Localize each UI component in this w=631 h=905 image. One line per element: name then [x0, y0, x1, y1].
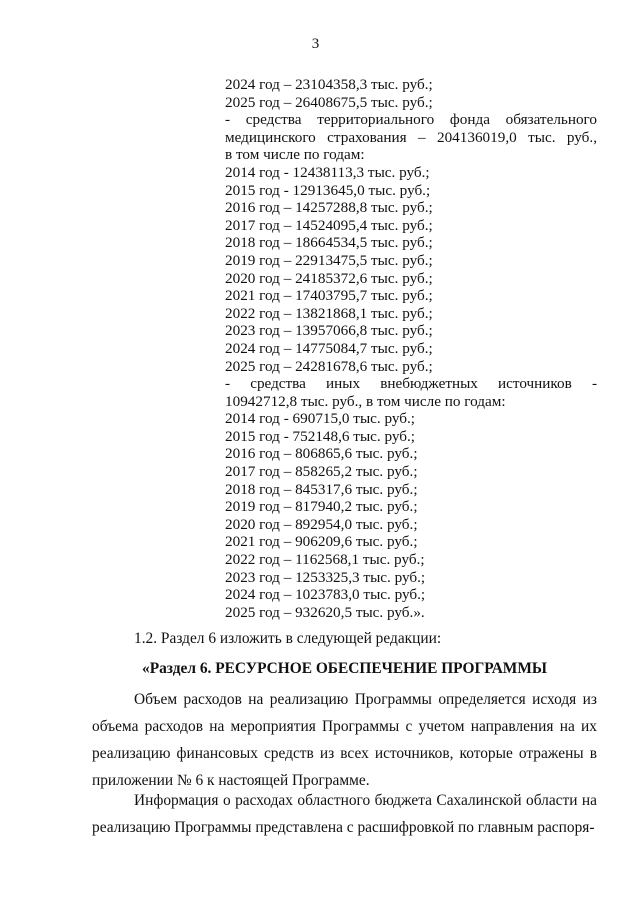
other-year-line: 2018 год – 845317,6 тыс. руб.; [225, 480, 418, 498]
tfoms-year-line: 2023 год – 13957066,8 тыс. руб.; [225, 322, 433, 340]
paragraph-expenditure-volume: Объем расходов на реализацию Программы определяется исходя из объема расходов на мероприятия Программы с учетом направления на их реализацию финансовых средств из всех источников, которые отражены в приложении № 6 к настоящей Программе. [92, 691, 597, 789]
tfoms-year-line: 2021 год – 17403795,7 тыс. руб.; [225, 287, 433, 305]
tfoms-year-line: 2015 год - 12913645,0 тыс. руб.; [225, 181, 431, 199]
other-year-line: 2024 год – 1023783,0 тыс. руб.; [225, 586, 426, 604]
other-source-line: 10942712,8 тыс. руб., в том числе по годам: [225, 392, 506, 410]
other-year-line: 2014 год - 690715,0 тыс. руб.; [225, 410, 416, 428]
tfoms-year-line: 2020 год – 24185372,6 тыс. руб.; [225, 269, 433, 287]
other-year-line: 2016 год – 806865,6 тыс. руб.; [225, 445, 418, 463]
page-number: 3 [311, 36, 320, 52]
tfoms-year-line: 2016 год – 14257288,8 тыс. руб.; [225, 199, 433, 217]
tfoms-source-line: в том числе по годам: [225, 146, 365, 164]
other-year-line: 2022 год – 1162568,1 тыс. руб.; [225, 551, 425, 569]
tfoms-source-line: - средства территориального фонда обязательного [225, 111, 597, 129]
other-year-line: 2025 год – 932620,5 тыс. руб.». [225, 603, 425, 621]
section-heading: «Раздел 6. РЕСУРСНОЕ ОБЕСПЕЧЕНИЕ ПРОГРАММЫ [142, 660, 547, 677]
tfoms-year-line: 2022 год – 13821868,1 тыс. руб.; [225, 304, 433, 322]
paragraph-budget-info: Информация о расходах областного бюджета Сахалинской области на реализацию Программы представлена с расшифровкой по главным распоря- [92, 792, 597, 836]
tfoms-source-line: медицинского страхования – 204136019,0 тыс. руб., [225, 128, 597, 146]
other-year-line: 2015 год - 752148,6 тыс. руб.; [225, 427, 416, 445]
other-year-line: 2017 год – 858265,2 тыс. руб.; [225, 463, 418, 481]
funding-sources-block [225, 76, 597, 621]
tfoms-year-line: 2018 год – 18664534,5 тыс. руб.; [225, 234, 433, 252]
other-source-line: - средства иных внебюджетных источников - [225, 375, 597, 393]
tfoms-year-line: 2025 год – 24281678,6 тыс. руб.; [225, 357, 433, 375]
amendment-intro: 1.2. Раздел 6 изложить в следующей редакции: [134, 630, 442, 647]
other-year-line: 2023 год – 1253325,3 тыс. руб.; [225, 568, 426, 586]
funding-year-line: 2025 год – 26408675,5 тыс. руб.; [225, 93, 433, 111]
tfoms-year-line: 2014 год - 12438113,3 тыс. руб.; [225, 163, 430, 181]
other-year-line: 2021 год – 906209,6 тыс. руб.; [225, 533, 418, 551]
tfoms-year-line: 2017 год – 14524095,4 тыс. руб.; [225, 216, 433, 234]
funding-year-line: 2024 год – 23104358,3 тыс. руб.; [225, 76, 433, 93]
other-year-line: 2020 год – 892954,0 тыс. руб.; [225, 515, 418, 533]
other-year-line: 2019 год – 817940,2 тыс. руб.; [225, 498, 418, 516]
tfoms-year-line: 2024 год – 14775084,7 тыс. руб.; [225, 339, 433, 357]
tfoms-year-line: 2019 год – 22913475,5 тыс. руб.; [225, 251, 433, 269]
